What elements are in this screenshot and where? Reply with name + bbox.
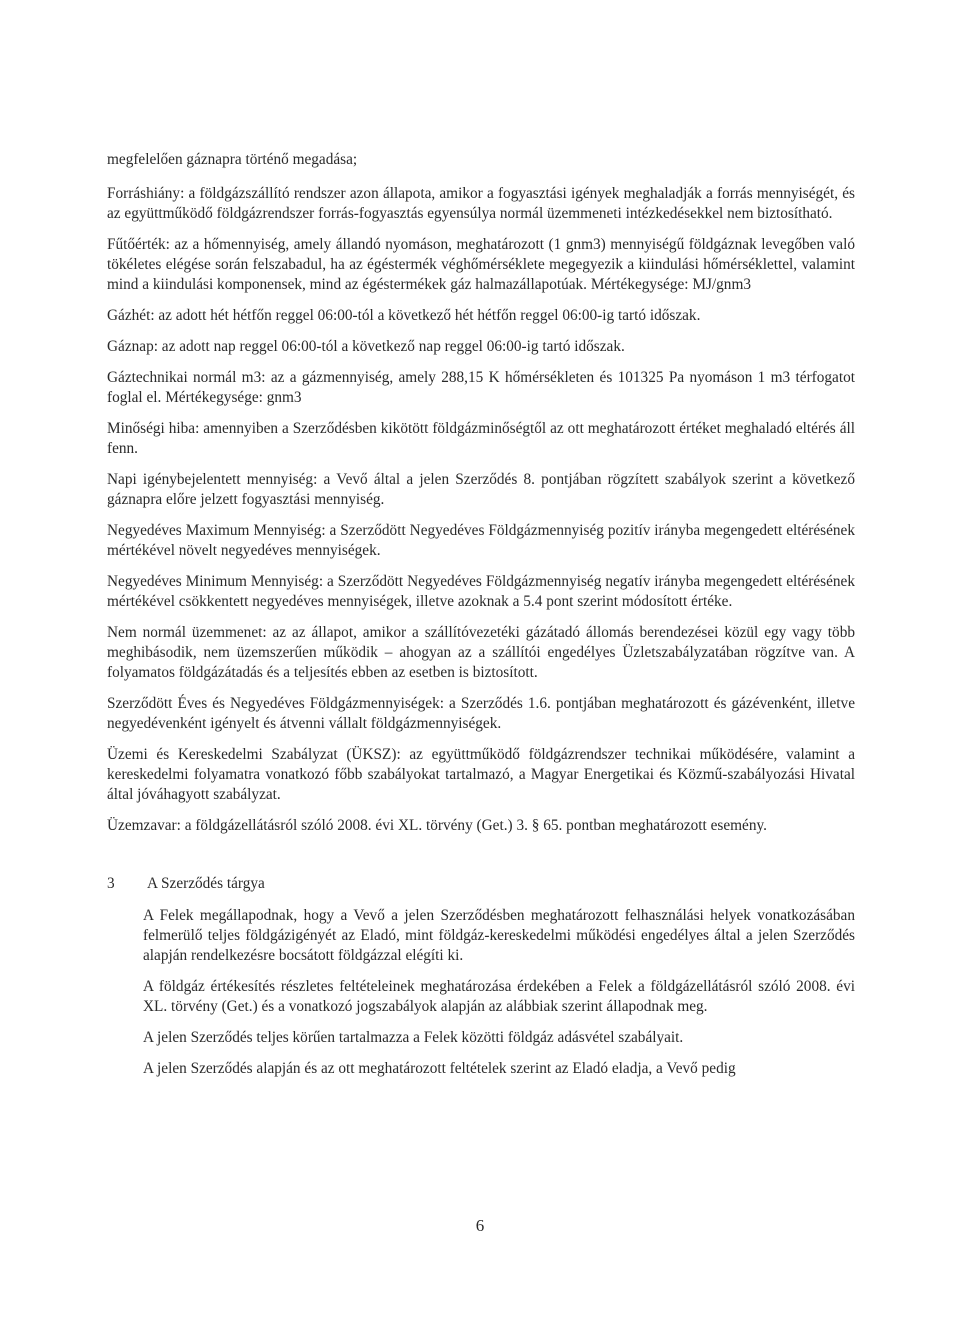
section-heading	[107, 874, 855, 894]
definition-negyedeves-maximum-mennyiseg: Negyedéves Maximum Mennyiség: a Szerződött Negyedéves Földgázmennyiség pozitív irányba megengedett eltérésének mértékével növelt negyedéves mennyiségek.	[107, 522, 855, 559]
section-paragraph: A földgáz értékesítés részletes feltételeinek meghatározása érdekében a Felek a földgázellátásról szóló 2008. évi XL. törvény (Get.) és a vonatkozó jogszabályok alapján az alábbiak szerint állapodnak meg.	[143, 978, 855, 1015]
definition-uzemzavar: Üzemzavar: a földgázellátásról szóló 2008. évi XL. törvény (Get.) 3. § 65. pontban meghatározott esemény.	[107, 817, 767, 834]
definition-negyedeves-minimum-mennyiseg: Negyedéves Minimum Mennyiség: a Szerződött Negyedéves Földgázmennyiség negatív irányba megengedett eltérésének mértékével csökkentett negyedéves mennyiségek, illetve azoknak a 5.4 pont szerint módosított értéke.	[107, 573, 855, 610]
definition-minosegi-hiba: Minőségi hiba: amennyiben a Szerződésben kikötött földgázminőségtől az ott meghatározott értéket meghaladó eltérés áll fenn.	[107, 420, 855, 457]
section-paragraph: A jelen Szerződés alapján és az ott meghatározott feltételek szerint az Eladó eladja, a Vevő pedig	[143, 1060, 736, 1077]
section-paragraph: A jelen Szerződés teljes körűen tartalmazza a Felek közötti földgáz adásvétel szabályait.	[143, 1029, 684, 1046]
definition-gaznap: Gáznap: az adott nap reggel 06:00-tól a következő nap reggel 06:00-ig tartó időszak.	[107, 338, 625, 355]
definition-gaztechnikai-normal-m3: Gáztechnikai normál m3: az a gázmennyiség, amely 288,15 K hőmérsékleten és 101325 Pa nyomáson 1 m3 térfogatot foglal el. Mértékegysége: gnm3	[107, 369, 855, 406]
definition-napi-igenybejelentett-mennyiseg: Napi igénybejelentett mennyiség: a Vevő által a jelen Szerződés 8. pontjában rögzített szabályok szerint a következő gáznapra előre jelzett fogyasztási mennyiség.	[107, 471, 855, 508]
definition-uksz: Üzemi és Kereskedelmi Szabályzat (ÜKSZ): az együttműködő földgázrendszer technikai működésére, valamint a kereskedelmi folyamatra vonatkozó főbb szabályokat tartalmazó, a Magyar Energetikai és Közmű-szabályozási Hivatal által jóváhagyott szabályzat.	[107, 746, 855, 803]
page-number: 6	[475, 1216, 485, 1235]
document-body	[107, 150, 855, 1090]
definition-gazhet: Gázhét: az adott hét hétfőn reggel 06:00-tól a következő hét hétfőn reggel 06:00-ig tartó időszak.	[107, 307, 701, 324]
definition-forrashiany: Forráshiány: a földgázszállító rendszer azon állapota, amikor a fogyasztási igények meghaladják a forrás mennyiségét, és az együttműködő földgázrendszer forrás-fogyasztás egyensúlya normál üzemmeneti intézkedésekkel nem biztosítható.	[107, 185, 855, 222]
section-body	[143, 906, 855, 1079]
paragraph-intro: megfelelően gáznapra történő megadása;	[107, 151, 358, 168]
definition-szerzodott-mennyisegek: Szerződött Éves és Negyedéves Földgázmennyiségek: a Szerződés 1.6. pontjában meghatározott és gázévenként, illetve negyedévenként igényelt és átvenni vállalt földgázmennyiségek.	[107, 695, 855, 732]
section-title: A Szerződés tárgya	[147, 875, 265, 892]
definition-futoertek: Fűtőérték: az a hőmennyiség, amely állandó nyomáson, meghatározott (1 gnm3) mennyiségű földgáznak levegőben való tökéletes elégése során felszabadul, ha az égéstermék véghőmérséklete megegyezik a kiindulási hőmérséklettel, valamint mind a kiindulási komponensek, mind az égéstermékek gáz halmazállapotúak. Mértékegysége: MJ/gnm3	[107, 236, 855, 293]
section-number: 3	[107, 875, 115, 892]
section-paragraph: A Felek megállapodnak, hogy a Vevő a jelen Szerződésben meghatározott felhasználási helyek vonatkozásában felmerülő teljes földgázigényét az Eladó, mint földgáz-kereskedelmi működési engedélyes által a jelen Szerződés alapján rendelkezésre bocsátott földgázzal elégíti ki.	[143, 907, 855, 964]
definition-nem-normal-uzemmenet: Nem normál üzemmenet: az az állapot, amikor a szállítóvezetéki gázátadó állomás berendezései közül egy vagy több meghibásodik, nem üzemszerűen működik – ahogyan az a szállítói engedélyes Üzletszabályzatában rögzítve van. A folyamatos földgázátadás és a teljesítés ebben az esetben is biztosított.	[107, 624, 855, 681]
